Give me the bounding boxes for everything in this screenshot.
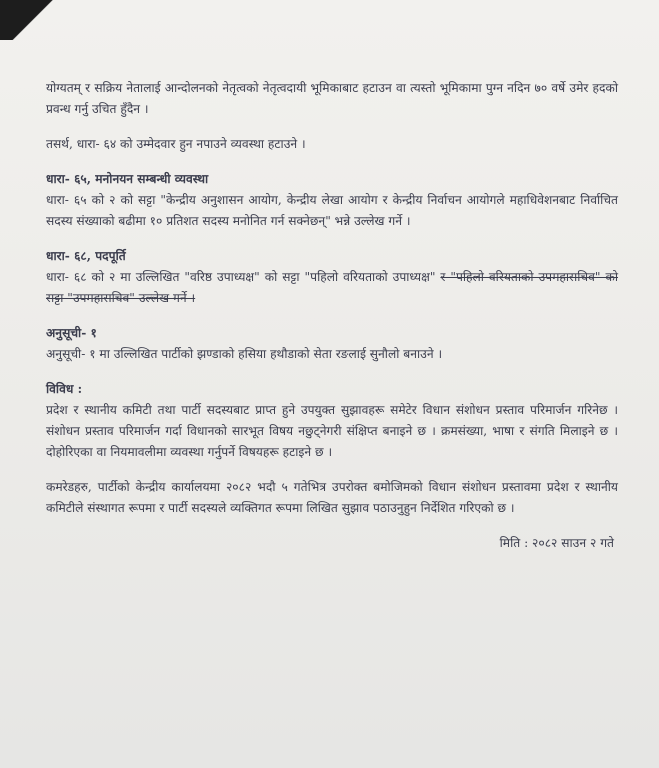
misc-body: प्रदेश र स्थानीय कमिटी तथा पार्टी सदस्यबाट प्राप्त हुने उपयुक्त सुझावहरू समेटेर विधान संशोधन प्रस्ताव परिमार्जन गरिनेछ । संशोधन प्रस्ताव परिमार्जन गर्दा विधानको सारभूत विषय नछुट्नेगरी संक्षिप्त बनाइने छ । क्रमसंख्या, भाषा र संगति मिलाइने छ । दोहोरिएका वा नियमावलीमा व्यवस्था गर्नुपर्ने विषयहरू हटाइने छ । <box>46 403 618 459</box>
section-clause-65 <box>46 169 618 232</box>
section-heading: अनुसूची- १ <box>46 326 97 340</box>
section-miscellaneous <box>46 379 618 463</box>
section-heading: धारा- ६८, पदपूर्ति <box>46 249 126 263</box>
document-body <box>46 78 618 568</box>
section-body-text: धारा- ६५ को २ को सट्टा "केन्द्रीय अनुशासन आयोग, केन्द्रीय लेखा आयोग र केन्द्रीय निर्वाचन आयोगले महाधिवेशनबाट निर्वाचित सदस्य संख्याको बढीमा १० प्रतिशत सदस्य मनोनित गर्न सक्नेछन्" भन्ने उल्लेख गर्ने । <box>46 193 618 228</box>
section-body <box>46 190 618 232</box>
section-heading: धारा- ६५, मनोनयन सम्बन्धी व्यवस्था <box>46 172 209 186</box>
section-body-text: अनुसूची- १ मा उल्लिखित पार्टीको झण्डाको हसिया हथौडाको सेता रङलाई सुनौलो बनाउने । <box>46 347 443 361</box>
section-body <box>46 267 618 309</box>
struck-through-text: र "पहिलो वरियताको उपमहासचिव" को सट्टा "उपमहासचिव" उल्लेख गर्ने । <box>46 270 618 305</box>
conclusion-paragraph: तसर्थ, धारा- ६४ को उम्मेदवार हुन नपाउने व्यवस्था हटाउने । <box>46 137 306 151</box>
misc-heading: विविध : <box>46 382 83 396</box>
document-date: मिति : २०८२ साउन २ गते <box>499 536 614 550</box>
section-clause-68 <box>46 246 618 309</box>
intro-paragraph: योग्यतम् र सक्रिय नेतालाई आन्दोलनको नेतृत्वको नेतृत्वदायी भूमिकाबाट हटाउन वा त्यस्तो भूमिकामा पुग्न नदिन ७० वर्षे उमेर हदको प्रवन्ध गर्नु उचित हुँदैन । <box>46 81 618 116</box>
closing-paragraph: कमरेडहरु, पार्टीको केन्द्रीय कार्यालयमा २०८२ भदौ ५ गतेभित्र उपरोक्त बमोजिमको विधान संशोधन प्रस्तावमा प्रदेश र स्थानीय कमिटीले संस्थागत रूपमा र पार्टी सदस्यले व्यक्तिगत रूपमा लिखित सुझाव पठाउनुहुन निर्देशित गरिएको छ । <box>46 480 618 515</box>
page-corner-shadow <box>0 0 90 40</box>
section-schedule-1 <box>46 323 618 365</box>
section-body <box>46 344 618 365</box>
section-body-text: धारा- ६८ को २ मा उल्लिखित "वरिष्ठ उपाध्यक्ष" को सट्टा "पहिलो वरियताको उपाध्यक्ष" <box>46 270 441 284</box>
